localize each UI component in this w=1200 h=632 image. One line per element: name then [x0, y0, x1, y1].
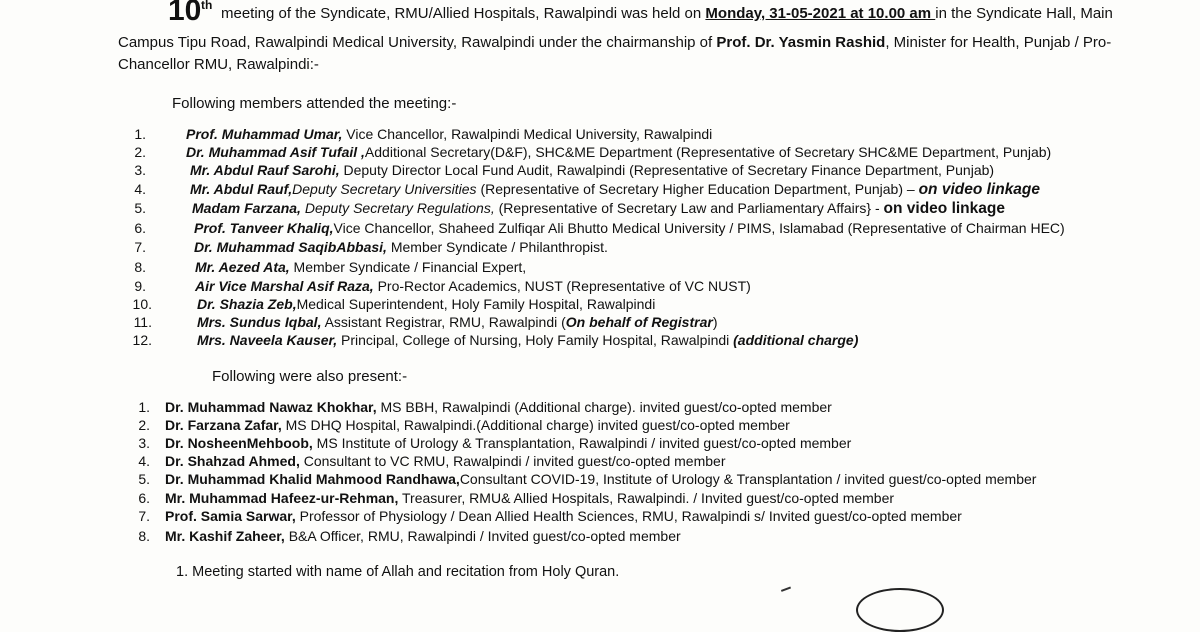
member-name: Dr. Muhammad SaqibAbbasi,	[194, 239, 387, 255]
present-details: Treasurer, RMU& Allied Hospitals, Rawalpindi. / Invited guest/co-opted member	[398, 490, 895, 506]
present-name: Mr. Kashif Zaheer,	[165, 528, 285, 544]
member-details: Member Syndicate / Financial Expert,	[289, 259, 527, 275]
member-details: Vice Chancellor, Rawalpindi Medical University, Rawalpindi	[342, 126, 713, 142]
stamp-mark	[856, 588, 944, 632]
member-name: Air Vice Marshal Asif Raza,	[195, 278, 374, 294]
present-details: MS DHQ Hospital, Rawalpindi.(Additional charge) invited guest/co-opted member	[281, 417, 790, 433]
member-number: 2.	[134, 144, 146, 160]
member-name: Mr. Abdul Rauf,	[190, 181, 293, 197]
present-heading: Following were also present:-	[212, 368, 408, 385]
member-note: On behalf of Registrar	[565, 314, 713, 330]
present-name: Dr. Farzana Zafar,	[165, 417, 282, 433]
present-number: 5.	[138, 471, 150, 487]
member-name: Prof. Tanveer Khaliq,	[194, 220, 334, 236]
member-number: 8.	[134, 259, 146, 275]
member-number: 7.	[134, 239, 146, 255]
members-heading: Following members attended the meeting:-	[172, 95, 457, 112]
member-note: (additional charge)	[733, 332, 859, 348]
member-number: 12.	[132, 332, 152, 348]
member-name: Madam Farzana,	[192, 200, 301, 216]
present-number: 8.	[138, 528, 150, 544]
present-name: Mr. Muhammad Hafeez-ur-Rehman,	[165, 490, 399, 506]
member-number: 10.	[132, 296, 152, 312]
member-details: (Representative of Secretary Higher Education Department, Punjab) –	[476, 181, 919, 197]
present-number: 1.	[138, 399, 150, 415]
present-details: MS Institute of Urology & Transplantation, Rawalpindi / invited guest/co-opted member	[312, 435, 852, 451]
member-name: Mr. Aezed Ata,	[195, 259, 290, 275]
present-details: Consultant to VC RMU, Rawalpindi / invited guest/co-opted member	[299, 453, 726, 469]
present-number: 6.	[138, 490, 150, 506]
meeting-ordinal-number: 10	[168, 0, 202, 27]
present-name: Dr. Shahzad Ahmed,	[165, 453, 300, 469]
intro-line-3: Chancellor RMU, Rawalpindi:-	[118, 56, 319, 73]
member-number: 4.	[134, 181, 146, 197]
member-name: Mrs. Sundus Iqbal,	[197, 314, 322, 330]
member-details: Assistant Registrar, RMU, Rawalpindi (	[321, 314, 566, 330]
member-details: Medical Superintendent, Holy Family Hospital, Rawalpindi	[296, 296, 656, 312]
present-details: B&A Officer, RMU, Rawalpindi / Invited guest/co-opted member	[284, 528, 681, 544]
member-details: (Representative of Secretary Law and Parliamentary Affairs} -	[494, 200, 884, 216]
chairperson-name: Prof. Dr. Yasmin Rashid	[716, 34, 886, 51]
member-note: on video linkage	[883, 200, 1005, 217]
intro-text: , Minister for Health, Punjab / Pro-	[885, 34, 1112, 51]
member-details: Deputy Director Local Fund Audit, Rawalpindi (Representative of Secretary Finance Department, Punjab)	[339, 162, 995, 178]
present-details: Professor of Physiology / Dean Allied Health Sciences, RMU, Rawalpindi s/ Invited guest/co-opted member	[295, 508, 962, 524]
present-number: 4.	[138, 453, 150, 469]
present-name: Dr. Muhammad Khalid Mahmood Randhawa,	[165, 471, 460, 487]
member-details: Vice Chancellor, Shaheed Zulfiqar Ali Bhutto Medical University / PIMS, Islamabad (Representative of Chairman HEC)	[333, 220, 1065, 236]
present-name: Dr. NosheenMehboob,	[165, 435, 313, 451]
member-details: Principal, College of Nursing, Holy Family Hospital, Rawalpindi	[337, 332, 734, 348]
pen-mark	[781, 587, 793, 598]
member-name: Mr. Abdul Rauf Sarohi,	[190, 162, 340, 178]
present-details: Consultant COVID-19, Institute of Urology & Transplantation / invited guest/co-opted member	[459, 471, 1037, 487]
present-number: 7.	[138, 508, 150, 524]
member-number: 6.	[134, 220, 146, 236]
member-number: 5.	[134, 200, 146, 216]
present-name: Prof. Samia Sarwar,	[165, 508, 296, 524]
intro-text: meeting of the Syndicate, RMU/Allied Hospitals, Rawalpindi was held on	[221, 5, 706, 22]
present-details: MS BBH, Rawalpindi (Additional charge). invited guest/co-opted member	[376, 399, 832, 415]
member-designation: Deputy Secretary Regulations,	[300, 200, 495, 216]
meeting-date: Monday, 31-05-2021 at 10.00 am	[705, 5, 936, 22]
member-number: 9.	[134, 278, 146, 294]
member-number: 11.	[133, 314, 152, 330]
intro-line-2	[118, 33, 1111, 53]
meeting-ordinal-suffix: th	[201, 0, 213, 12]
member-number: 1.	[134, 126, 146, 142]
member-number: 3.	[134, 162, 146, 178]
present-name: Dr. Muhammad Nawaz Khokhar,	[165, 399, 377, 415]
agenda-item-1: 1. Meeting started with name of Allah and recitation from Holy Quran.	[176, 564, 620, 580]
member-name: Prof. Muhammad Umar,	[186, 126, 343, 142]
member-name: Mrs. Naveela Kauser,	[197, 332, 338, 348]
present-number: 2.	[138, 417, 150, 433]
member-details: Additional Secretary(D&F), SHC&ME Department (Representative of Secretary SHC&ME Department, Punjab)	[364, 144, 1052, 160]
member-details: Pro-Rector Academics, NUST (Representative of VC NUST)	[373, 278, 751, 294]
member-name: Dr. Shazia Zeb,	[197, 296, 297, 312]
present-number: 3.	[138, 435, 150, 451]
intro-text: Campus Tipu Road, Rawalpindi Medical University, Rawalpindi under the chairmanship of	[118, 34, 717, 51]
member-details: Member Syndicate / Philanthropist.	[386, 239, 608, 255]
member-name: Dr. Muhammad Asif Tufail ,	[186, 144, 365, 160]
intro-text: in the Syndicate Hall, Main	[935, 5, 1113, 22]
member-details-tail: )	[712, 314, 718, 330]
member-note: on video linkage	[918, 181, 1041, 198]
member-designation: Deputy Secretary Universities	[292, 181, 477, 197]
intro-line-1	[221, 4, 1113, 24]
